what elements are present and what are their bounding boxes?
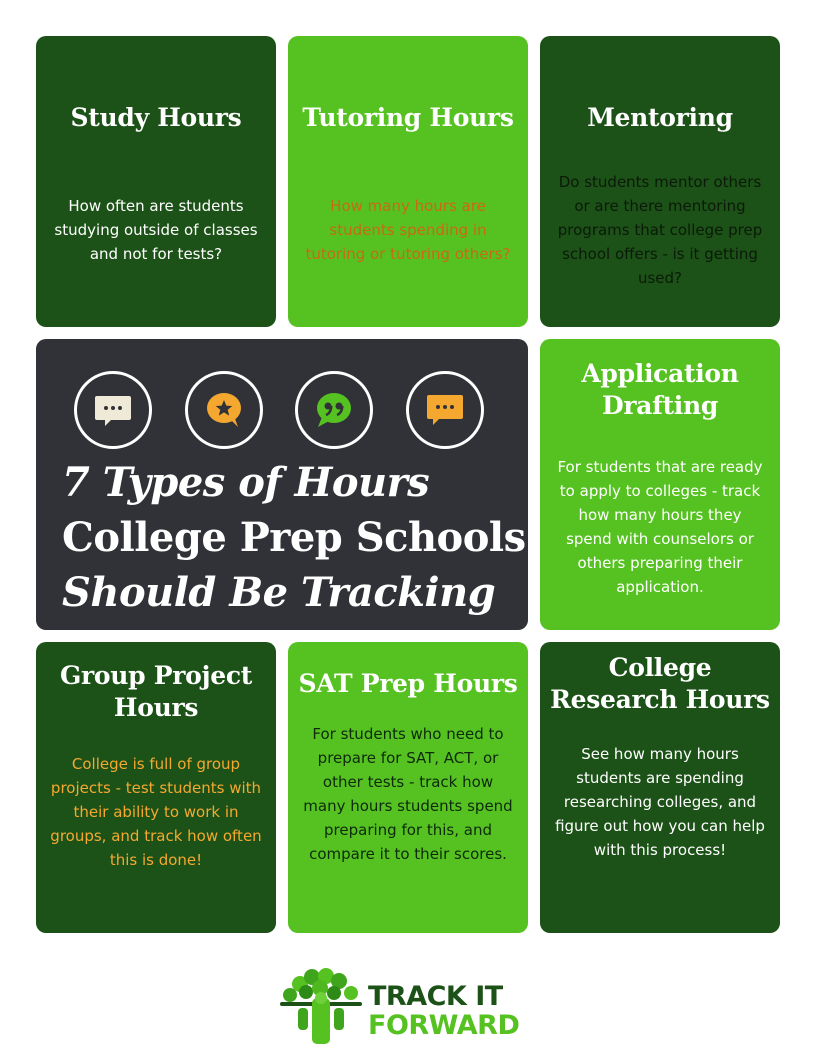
college-research-hours-card [540,642,780,933]
tutoring-hours-card [288,36,528,327]
mentoring-card [540,36,780,327]
group-project-hours-description: College is full of group projects - test students with their ability to work in groups, and track how often this is done! [50,755,262,869]
mentoring-description: Do students mentor others or are there mentoring programs that college prep school offers - is it getting used? [557,173,763,287]
application-drafting-description: For students that are ready to apply to colleges - track how many hours they spend with counselors or others preparing their application. [557,458,763,596]
study-hours-description: How often are students studying outside of classes and not for tests? [54,197,258,263]
logo-wordmark [368,982,519,1040]
application-drafting-card [540,339,780,630]
college-research-hours-description: See how many hours students are spending researching colleges, and figure out how you can help with this process! [555,745,765,859]
logo-line-2: FORWARD [368,1010,520,1041]
logo-line-1: TRACK IT [368,981,503,1012]
group-project-title-line-2: Hours [113,693,199,722]
sat-prep-hours-title: SAT Prep Hours [298,669,518,698]
headline-panel [36,339,528,630]
college-research-title-line-2: Research Hours [550,685,770,714]
track-it-forward-logo [278,968,548,1044]
tree-people-icon [278,968,364,1044]
tutoring-hours-title: Tutoring Hours [302,103,514,132]
study-hours-title: Study Hours [70,103,242,132]
sat-prep-hours-description: For students who need to prepare for SAT, ACT, or other tests - track how many hours students spend preparing for this, and compare it to their scores. [303,725,513,863]
college-research-hours-title [540,652,780,716]
study-hours-card [36,36,276,327]
college-research-title-line-1: College [608,653,712,682]
quote-chat-icon [295,371,373,449]
application-drafting-title [540,358,780,422]
headline-line-2: College Prep Schools [62,514,526,561]
ellipsis-chat-icon [406,371,484,449]
application-drafting-title-line-1: Application [581,359,739,388]
tutoring-hours-description: How many hours are students spending in tutoring or tutoring others? [305,197,511,263]
chat-icon-row [74,371,494,451]
headline [62,455,526,620]
group-project-title-line-1: Group Project [59,661,253,690]
headline-line-1: 7 Types of Hours [62,459,430,506]
group-project-hours-card [36,642,276,933]
mentoring-title: Mentoring [587,103,733,132]
group-project-hours-title [36,660,276,724]
sat-prep-hours-card [288,642,528,933]
ellipsis-chat-icon [74,371,152,449]
star-chat-icon [185,371,263,449]
application-drafting-title-line-2: Drafting [601,391,719,420]
headline-line-3: Should Be Tracking [62,569,496,616]
